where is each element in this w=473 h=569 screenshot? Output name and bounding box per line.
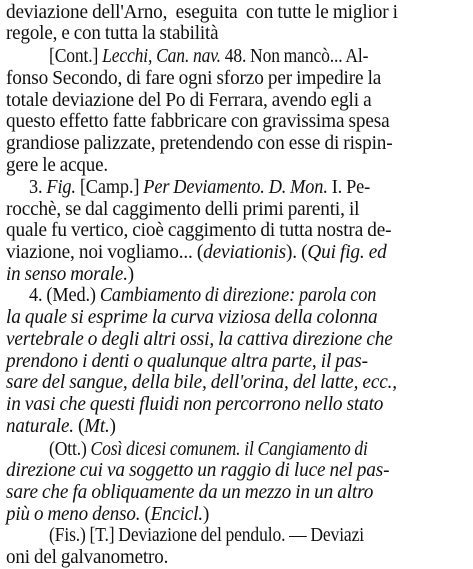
text-line	[6, 199, 473, 221]
text-line	[6, 111, 473, 133]
text-run: 3.	[29, 177, 47, 198]
text-run: ). (	[286, 242, 308, 263]
text-line	[6, 242, 473, 264]
text-line	[29, 285, 473, 307]
italic-text: sare del sangue, della bile, dell'orina, del latte, ecc.,	[6, 372, 397, 393]
text-line	[6, 416, 467, 438]
text-line	[6, 155, 467, 177]
italic-text: direzione cui va soggetto un raggio di luce nel pas-	[6, 460, 390, 481]
text-line	[6, 220, 473, 242]
text-line	[6, 329, 473, 351]
italic-text: la quale si esprime la curva viziosa della colonna	[6, 307, 378, 328]
text-line	[6, 482, 473, 504]
text-run: [Cont.]	[49, 46, 103, 67]
text-line	[49, 46, 473, 68]
italic-text: più o meno denso.	[6, 504, 141, 525]
text-run: )	[109, 416, 116, 437]
text-run: 4. (Med.)	[29, 285, 100, 306]
text-run: (	[140, 504, 151, 525]
text-run: (	[73, 416, 85, 437]
italic-text: prendono i denti o qualunque altra parte, il pas-	[6, 351, 368, 372]
italic-text: deviationis	[203, 242, 287, 263]
italic-text: Per Deviamento. D. Mon.	[143, 177, 328, 198]
italic-text: in senso morale.	[6, 264, 128, 285]
text-line	[6, 264, 467, 286]
italic-text: Qui fig. ed	[307, 242, 387, 263]
text-run: quale fu vertico, cioè caggimento di tutta nostra de-	[6, 220, 392, 241]
text-line	[6, 68, 473, 90]
text-run: )	[127, 264, 134, 285]
text-run: gere le acque.	[6, 155, 108, 176]
italic-text: vertebrale o degli altri ossi, la cattiva direzione che	[6, 329, 393, 350]
italic-text: sare che fa obliquamente da un mezzo in un altro	[6, 482, 374, 503]
text-run: [Camp.]	[75, 177, 144, 198]
text-line	[6, 90, 473, 112]
text-run: (Fis.) [T.] Deviazione del pendulo. — Deviazi	[49, 525, 364, 546]
italic-text: in vasi che questi fluidi non percorrono nello stato	[6, 394, 384, 415]
text-run: I. Pe-	[327, 177, 371, 198]
text-run: )	[202, 504, 210, 525]
text-run: grandiose palizzate, pretendendo con esse di rispin-	[6, 133, 393, 154]
text-line	[6, 504, 467, 526]
text-run: 48. Non mancò... Al-	[220, 46, 369, 67]
text-line	[6, 23, 467, 45]
italic-text: naturale.	[6, 416, 74, 437]
text-run: deviazione dell'Arno, eseguita con tutte le miglior i	[6, 2, 398, 23]
text-run: regole, e con tutta la stabilità	[6, 23, 219, 44]
italic-text: Encicl.	[150, 504, 203, 525]
text-line	[29, 177, 473, 199]
text-line	[6, 460, 473, 482]
text-line	[49, 439, 473, 461]
text-run: (Ott.)	[49, 439, 91, 460]
text-run: oni del galvanometro.	[6, 547, 169, 568]
italic-text: Cambiamento di direzione: parola con	[99, 285, 377, 306]
text-line	[6, 547, 467, 569]
text-line	[6, 351, 473, 373]
text-line	[6, 2, 473, 24]
italic-text: Mt.	[84, 416, 110, 437]
text-line	[6, 133, 473, 155]
italic-text: Fig.	[46, 177, 76, 198]
italic-text: Lecchi, Can. nav.	[102, 46, 221, 67]
text-line	[6, 394, 473, 416]
text-run: fonso Secondo, di fare ogni sforzo per impedire la	[6, 68, 382, 89]
italic-text: Così dicesi comunem. il Cangiamento di	[90, 439, 368, 460]
text-run: rocchè, se dal caggimento delli primi parenti, il	[6, 199, 360, 220]
text-run: totale deviazione del Po di Ferrara, avendo egli a	[6, 90, 372, 111]
text-line	[6, 307, 473, 329]
text-line	[6, 372, 473, 394]
text-run: questo effetto fatte fabbricare con gravissima spesa	[6, 111, 390, 132]
text-line	[49, 525, 473, 547]
text-run: viazione, noi vogliamo... (	[6, 242, 204, 263]
